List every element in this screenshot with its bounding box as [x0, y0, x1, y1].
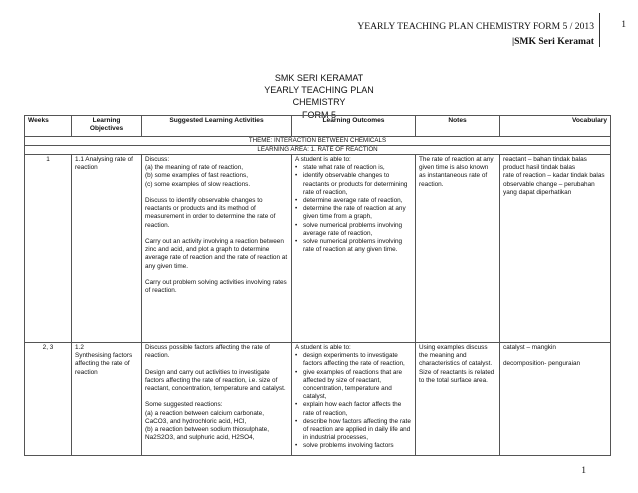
outcomes-cell [292, 343, 416, 456]
bullet-icon: • [295, 172, 298, 180]
footer-page-number: 1 [581, 465, 586, 476]
list-item: • design experiments to investigate factors affecting the rate of reaction, [295, 352, 405, 368]
outcomes-intro: A student is able to: [295, 344, 351, 351]
title-plan: YEARLY TEACHING PLAN [264, 85, 374, 96]
title-subject: CHEMISTRY [292, 97, 346, 108]
vocabulary-cell [500, 155, 611, 343]
list-item: • describe how factors affecting the rate of reaction are applied in daily life and in industrial processes, [295, 417, 411, 442]
objective-text: 1.1 Analysing rate of reaction [75, 156, 133, 172]
vocabulary-text: reactant – bahan tindak balas product hasil tindak balas rate of reaction – kadar tindak balas observable change – perubahan yang dapat diperhatikan [503, 156, 605, 196]
outcomes-cell [292, 155, 416, 343]
notes-cell [416, 155, 500, 343]
document-title [0, 72, 638, 121]
list-item: • solve numerical problems involving average rate of reaction, [295, 221, 403, 237]
theme-cell: THEME: INTERACTION BETWEEN CHEMICALS [25, 137, 611, 146]
vocabulary-cell [500, 343, 611, 456]
activities-cell [142, 155, 292, 343]
list-item: • state what rate of reaction is, [295, 164, 385, 172]
col-header-vocabulary: Vocabulary [500, 116, 611, 137]
objective-cell [72, 155, 142, 343]
objective-text: 1.2 Synthesising factors affecting the rate of reaction [75, 344, 133, 376]
theme-row [25, 137, 611, 146]
col-header-activities: Suggested Learning Activities [142, 116, 292, 137]
activity-text: Discuss to identify observable changes to reactants or products and its method of measurement in order to determine the rate of reaction. [145, 197, 276, 229]
bullet-icon: • [295, 238, 298, 246]
table-row [25, 343, 611, 456]
header-separator [599, 13, 600, 47]
table-row [25, 155, 611, 343]
notes-text: Using examples discuss the meaning and characteristics of catalyst. Size of reactants is related to the total surface area. [419, 344, 495, 384]
title-form: FORM 5 [301, 109, 336, 120]
vocabulary-text: catalyst – mangkin decomposition- penguraian [503, 344, 581, 368]
header-text [357, 19, 594, 49]
list-item: • give examples of reactions that are affected by size of reactant, concentration, temperature and catalyst, [295, 368, 403, 401]
activity-text: Carry out problem solving activities involving rates of reaction. [145, 279, 287, 295]
list-item: • identify observable changes to reactants or products for determining rate of reaction, [295, 172, 408, 196]
list-item: • solve problems involving factors [295, 442, 394, 450]
weeks-cell: 2, 3 [25, 343, 72, 456]
outcomes-intro: A student is able to: [295, 156, 351, 163]
activity-text: Discuss: (a) the meaning of rate of reaction, (b) some examples of fast reactions, (c) some examples of slow reactions. [145, 156, 251, 188]
notes-cell [416, 343, 500, 456]
weeks-cell: 1 [25, 155, 72, 343]
col-header-objectives: Learning Objectives [72, 116, 142, 137]
activity-text: Some suggested reactions: (a) a reaction between calcium carbonate, CaCO3, and hydrochloric acid, HCl, (b) a reaction between sodium thiosulphate, Na2S2O3, and sulphuric acid, H2SO4, [145, 401, 269, 442]
col-header-weeks: Weeks [25, 116, 72, 137]
activity-text: Design and carry out activities to investigate factors affecting the rate of reaction, i.e. size of reactant, concentration, temperature and catalyst. [145, 368, 286, 392]
bullet-icon: • [295, 352, 298, 360]
title-school: SMK SERI KERAMAT [274, 73, 364, 83]
header-line1: YEARLY TEACHING PLAN CHEMISTRY FORM 5 / 2013 [357, 21, 594, 32]
col-header-outcomes: Learning Outcomes [292, 116, 416, 137]
bullet-icon: • [295, 205, 298, 213]
activities-cell [142, 343, 292, 456]
col-header-notes: Notes [416, 116, 500, 137]
header-line2: |SMK Seri Keramat [511, 36, 594, 47]
bullet-icon: • [295, 401, 298, 409]
list-item: • solve numerical problems involving rate of reaction at any given time. [295, 238, 403, 254]
bullet-icon: • [295, 221, 298, 229]
learning-area-cell: LEARNING AREA: 1. RATE OF REACTION [25, 146, 611, 155]
bullet-icon: • [295, 164, 298, 172]
bullet-icon: • [295, 417, 298, 425]
bullet-icon: • [295, 197, 298, 205]
header-page-number: 1 [621, 19, 626, 30]
teaching-plan-table [24, 115, 611, 456]
list-item: • determine average rate of reaction, [295, 197, 403, 205]
notes-text: The rate of reaction at any given time is also known as instantaneous rate of reaction. [419, 156, 494, 188]
bullet-icon: • [295, 442, 298, 450]
table-header-row [25, 116, 611, 137]
area-row [25, 146, 611, 155]
activity-text: Carry out an activity involving a reaction between zinc and acid, and plot a graph to determine average rate of reaction and the rate of reaction at any given time. [145, 238, 288, 270]
activity-text: Discuss possible factors affecting the rate of reaction. [145, 344, 270, 360]
objective-cell [72, 343, 142, 456]
list-item: • determine the rate of reaction at any given time from a graph, [295, 205, 406, 221]
bullet-icon: • [295, 368, 298, 376]
list-item: • explain how each factor affects the rate of reaction, [295, 401, 402, 417]
